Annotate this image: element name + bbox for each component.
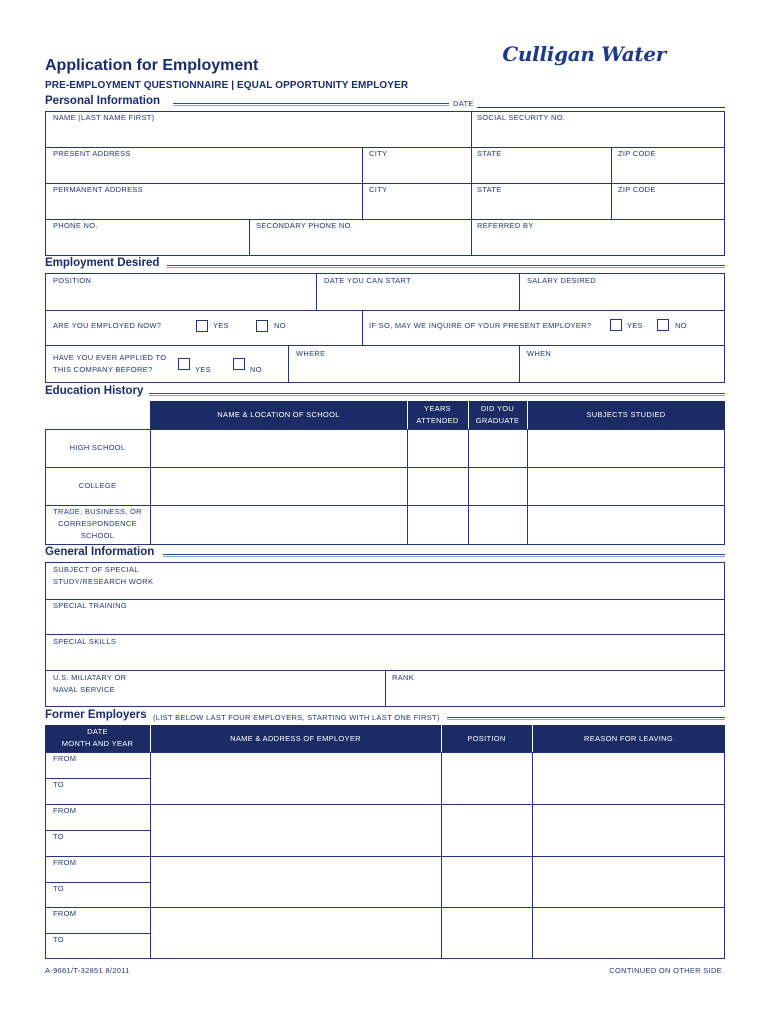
special-skills-label[interactable]: SPECIAL SKILLS <box>53 637 117 646</box>
form-number: A-9661/T-32851 8/2011 <box>45 966 130 975</box>
ssn-field-label[interactable]: SOCIAL SECURITY NO. <box>477 113 566 122</box>
college-name-input[interactable] <box>151 468 407 505</box>
permanent-city-field-label[interactable]: CITY <box>369 185 388 194</box>
inquire-yes-label: YES <box>627 321 643 330</box>
education-section-header <box>45 385 725 401</box>
inquire-no-label: NO <box>675 321 687 330</box>
employed-now-label: ARE YOU EMPLOYED NOW? <box>53 321 162 330</box>
col-school-name: NAME & LOCATION OF SCHOOL <box>217 410 340 419</box>
employer-4-to-label[interactable]: TO <box>53 935 64 944</box>
employer-1-from-label[interactable]: FROM <box>53 754 77 763</box>
section-rule <box>173 103 449 106</box>
continued-note: CONTINUED ON OTHER SIDE <box>609 966 722 975</box>
permanent-address-field-label[interactable]: PERMANENT ADDRESS <box>53 185 143 194</box>
referred-by-field-label[interactable]: REFERRED BY <box>477 221 534 230</box>
section-rule <box>163 554 725 557</box>
present-state-field-label[interactable]: STATE <box>477 149 502 158</box>
page-title: Application for Employment <box>45 57 259 74</box>
applied-before-label-1: HAVE YOU EVER APPLIED TO <box>53 353 167 362</box>
applied-no-label: NO <box>250 365 262 374</box>
date-label: DATE <box>453 99 474 108</box>
education-heading: Education History <box>45 385 146 397</box>
special-study-label-2[interactable]: STUDY/RESEARCH WORK <box>53 577 154 586</box>
special-training-label[interactable]: SPECIAL TRAINING <box>53 601 127 610</box>
permanent-zip-field-label[interactable]: ZIP CODE <box>618 185 656 194</box>
employed-no-label: NO <box>274 321 286 330</box>
row-trade-3: SCHOOL <box>80 531 115 540</box>
employed-yes-label: YES <box>213 321 229 330</box>
inquire-yes-checkbox[interactable] <box>610 319 622 331</box>
general-heading: General Information <box>45 546 157 558</box>
personal-section-header <box>45 95 725 111</box>
present-city-field-label[interactable]: CITY <box>369 149 388 158</box>
employer-2-to-label[interactable]: TO <box>53 832 64 841</box>
former-note: (LIST BELOW LAST FOUR EMPLOYERS, STARTING WITH LAST ONE FIRST) <box>153 713 443 722</box>
employment-heading: Employment Desired <box>45 257 162 269</box>
high-school-name-input[interactable] <box>151 430 407 467</box>
name-field-label[interactable]: NAME (LAST NAME FIRST) <box>53 113 155 122</box>
col-date-1: DATE <box>87 727 108 736</box>
phone-field-label[interactable]: PHONE NO. <box>53 221 98 230</box>
date-field[interactable] <box>477 107 725 108</box>
secondary-phone-field-label[interactable]: SECONDARY PHONE NO. <box>256 221 354 230</box>
section-rule <box>167 265 725 268</box>
col-grad-1: DID YOU <box>480 404 515 413</box>
rank-label[interactable]: RANK <box>392 673 415 682</box>
section-rule <box>149 393 725 396</box>
permanent-state-field-label[interactable]: STATE <box>477 185 502 194</box>
employer-2-from-label[interactable]: FROM <box>53 806 77 815</box>
former-section-header <box>45 709 725 725</box>
employer-4-from-label[interactable]: FROM <box>53 909 77 918</box>
page-subtitle: PRE-EMPLOYMENT QUESTIONNAIRE | EQUAL OPPORTUNITY EMPLOYER <box>45 80 409 91</box>
trade-school-name-input[interactable] <box>151 506 407 545</box>
personal-heading: Personal Information <box>45 95 163 107</box>
special-study-label-1[interactable]: SUBJECT OF SPECIAL <box>53 565 139 574</box>
salary-field-label[interactable]: SALARY DESIRED <box>527 276 596 285</box>
row-trade-1: TRADE, BUSINESS, OR <box>53 507 142 516</box>
military-label-1[interactable]: U.S. MILIATARY OR <box>53 673 127 682</box>
where-field-label[interactable]: WHERE <box>296 349 326 358</box>
section-rule <box>447 717 725 720</box>
employer-1-to-label[interactable]: TO <box>53 780 64 789</box>
inquire-no-checkbox[interactable] <box>657 319 669 331</box>
present-zip-field-label[interactable]: ZIP CODE <box>618 149 656 158</box>
col-date-2: MONTH AND YEAR <box>61 739 134 748</box>
col-reason: REASON FOR LEAVING <box>583 734 674 743</box>
employment-section-header <box>45 257 725 273</box>
present-address-field-label[interactable]: PRESENT ADDRESS <box>53 149 131 158</box>
row-trade-2: CORRESPONDENCE <box>58 519 137 528</box>
col-years-1: YEARS <box>424 404 451 413</box>
military-label-2[interactable]: NAVAL SERVICE <box>53 685 115 694</box>
col-position: POSITION <box>467 734 506 743</box>
row-college: COLLEGE <box>78 481 117 490</box>
employer-3-from-label[interactable]: FROM <box>53 858 77 867</box>
applied-no-checkbox[interactable] <box>233 358 245 370</box>
row-high-school: HIGH SCHOOL <box>69 443 126 452</box>
culligan-logo: Culligan Water <box>502 42 666 66</box>
col-employer: NAME & ADDRESS OF EMPLOYER <box>230 734 361 743</box>
col-subjects: SUBJECTS STUDIED <box>586 410 666 419</box>
position-field-label[interactable]: POSITION <box>53 276 92 285</box>
applied-before-label-2: THIS COMPANY BEFORE? <box>53 365 153 374</box>
inquire-label: IF SO, MAY WE INQUIRE OF YOUR PRESENT EMPLOYER? <box>369 321 592 330</box>
employer-3-to-label[interactable]: TO <box>53 884 64 893</box>
former-heading: Former Employers <box>45 709 150 721</box>
col-years-2: ATTENDED <box>416 416 459 425</box>
applied-yes-checkbox[interactable] <box>178 358 190 370</box>
general-section-header <box>45 546 725 562</box>
employed-no-checkbox[interactable] <box>256 320 268 332</box>
applied-yes-label: YES <box>195 365 211 374</box>
start-date-field-label[interactable]: DATE YOU CAN START <box>324 276 411 285</box>
col-grad-2: GRADUATE <box>475 416 520 425</box>
employed-yes-checkbox[interactable] <box>196 320 208 332</box>
when-field-label[interactable]: WHEN <box>527 349 552 358</box>
